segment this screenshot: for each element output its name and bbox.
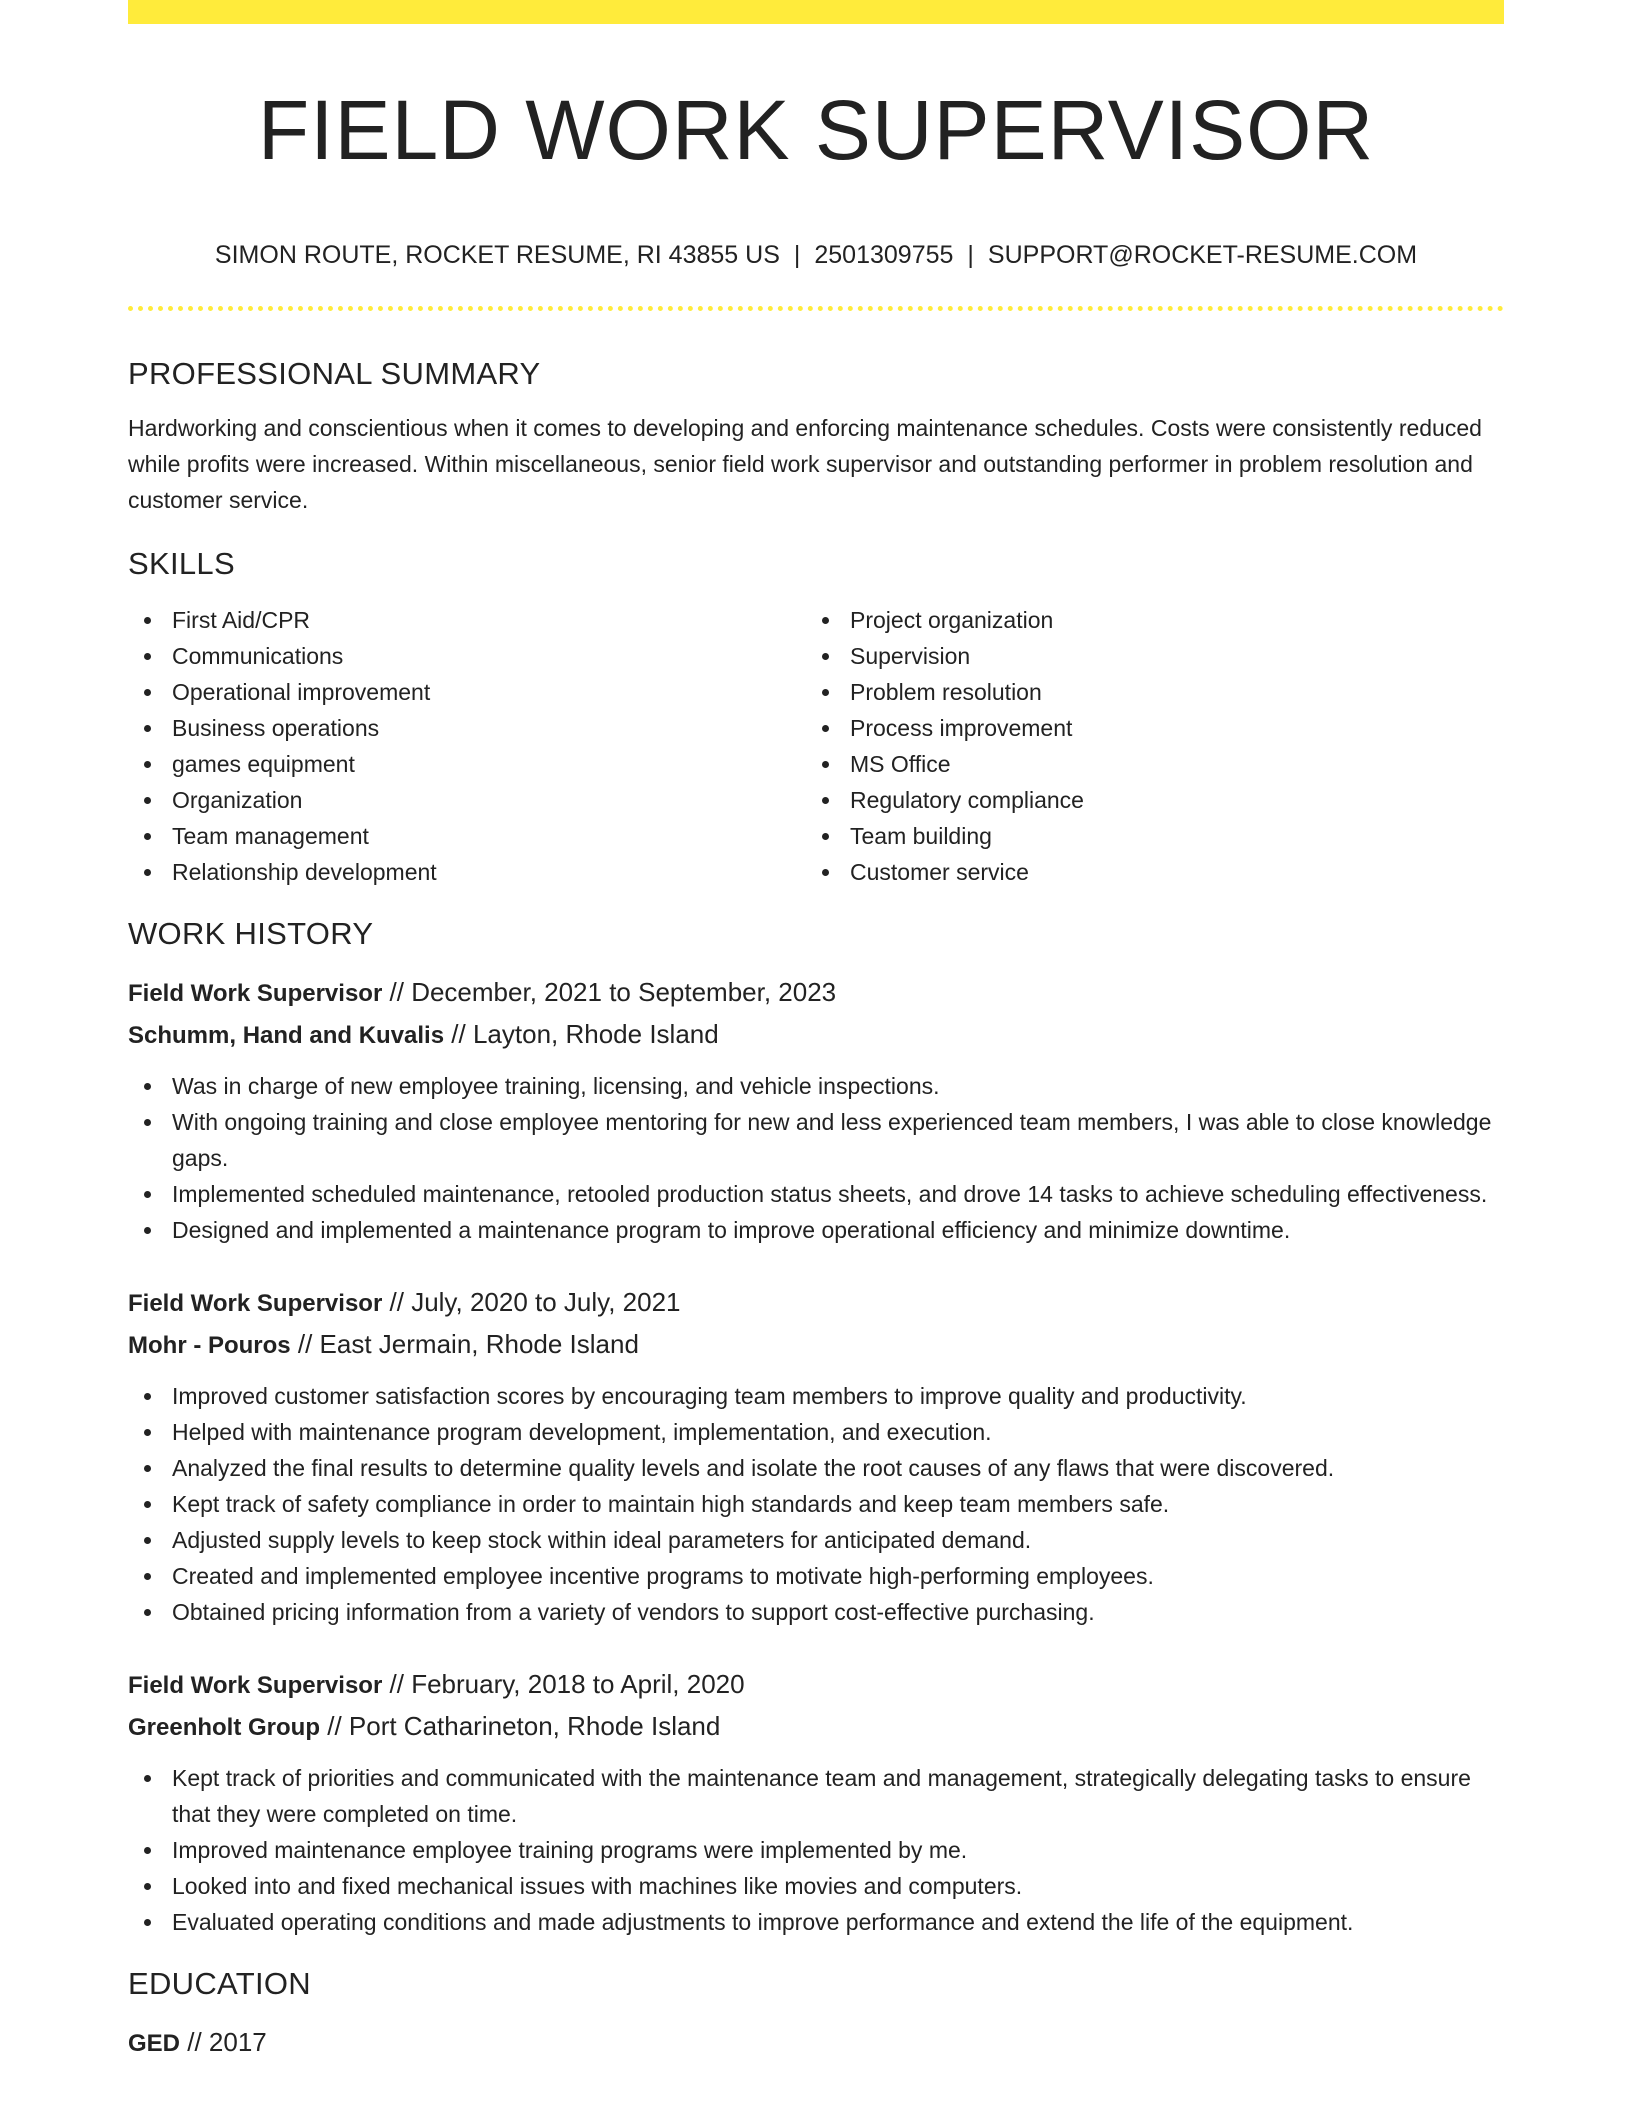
resume-body [128, 350, 1504, 2064]
skill-item: Process improvement [806, 710, 1484, 746]
job-title: Field Work Supervisor [128, 980, 383, 1007]
contact-line [128, 238, 1504, 272]
job-company: Schumm, Hand and Kuvalis [128, 1022, 445, 1049]
skills-heading: SKILLS [128, 546, 235, 581]
skill-item: Regulatory compliance [806, 782, 1484, 818]
skills-list [128, 602, 1504, 890]
job-bullet: Improved customer satisfaction scores by encouraging team members to improve quality and productivity. [128, 1378, 1504, 1414]
education-degree: GED [128, 2030, 181, 2057]
skill-item: Customer service [806, 854, 1484, 890]
skill-item: Communications [128, 638, 806, 674]
education-year: // 2017 [180, 2027, 267, 2057]
job-bullet: Kept track of safety compliance in order to maintain high standards and keep team members safe. [128, 1486, 1504, 1522]
job-company: Mohr - Pouros [128, 1332, 291, 1359]
job-bullet: Helped with maintenance program development, implementation, and execution. [128, 1414, 1504, 1450]
job-title-line [128, 972, 1504, 1014]
skill-item: games equipment [128, 746, 806, 782]
resume-title: FIELD WORK SUPERVISOR [257, 83, 1375, 177]
job-dates: // December, 2021 to September, 2023 [382, 977, 837, 1007]
skill-item: Team building [806, 818, 1484, 854]
dotted-divider [128, 306, 1504, 311]
job-dates: // July, 2020 to July, 2021 [382, 1287, 681, 1317]
job-dates: // February, 2018 to April, 2020 [382, 1669, 745, 1699]
job-bullet: Evaluated operating conditions and made adjustments to improve performance and extend the life of the equipment. [128, 1904, 1504, 1940]
job-bullet: Analyzed the final results to determine quality levels and isolate the root causes of any flaws that were discovered. [128, 1450, 1504, 1486]
job-title: Field Work Supervisor [128, 1290, 383, 1317]
education-heading: EDUCATION [128, 1966, 311, 2001]
job-entry [128, 972, 1504, 1248]
job-entry [128, 1664, 1504, 1940]
job-bullets [128, 1760, 1504, 1940]
job-bullet: Was in charge of new employee training, licensing, and vehicle inspections. [128, 1068, 1504, 1104]
skills-column-right [806, 602, 1484, 890]
skill-item: Relationship development [128, 854, 806, 890]
job-bullet: Looked into and fixed mechanical issues with machines like movies and computers. [128, 1868, 1504, 1904]
job-company-line [128, 1324, 1504, 1366]
job-title: Field Work Supervisor [128, 1672, 383, 1699]
job-company: Greenholt Group [128, 1714, 320, 1741]
job-company-line [128, 1706, 1504, 1748]
job-bullet: With ongoing training and close employee mentoring for new and less experienced team members, I was able to close knowledge gaps. [128, 1104, 1504, 1176]
skill-item: Problem resolution [806, 674, 1484, 710]
job-bullets [128, 1378, 1504, 1630]
skill-item: First Aid/CPR [128, 602, 806, 638]
job-bullet: Obtained pricing information from a variety of vendors to support cost-effective purchasing. [128, 1594, 1504, 1630]
job-bullet: Created and implemented employee incentive programs to motivate high-performing employees. [128, 1558, 1504, 1594]
skill-item: Organization [128, 782, 806, 818]
job-bullet: Kept track of priorities and communicated with the maintenance team and management, strategically delegating tasks to ensure that they were completed on time. [128, 1760, 1504, 1832]
job-location: // Port Catharineton, Rhode Island [320, 1711, 721, 1741]
job-bullets [128, 1068, 1504, 1248]
job-bullet: Designed and implemented a maintenance program to improve operational efficiency and minimize downtime. [128, 1212, 1504, 1248]
skill-item: MS Office [806, 746, 1484, 782]
skill-item: Business operations [128, 710, 806, 746]
job-bullet: Implemented scheduled maintenance, retooled production status sheets, and drove 14 tasks to achieve scheduling effectiveness. [128, 1176, 1504, 1212]
contact-separator: | [967, 241, 974, 269]
skill-item: Team management [128, 818, 806, 854]
job-title-line [128, 1664, 1504, 1706]
contact-separator: | [793, 241, 801, 269]
work-history-heading: WORK HISTORY [128, 916, 374, 951]
summary-text: Hardworking and conscientious when it comes to developing and enforcing maintenance schedules. Costs were consistently reduced while profits were increased. Within miscellaneous, senior field work supervisor and outstanding performer in problem resolution and customer service. [128, 415, 1482, 513]
skill-item: Operational improvement [128, 674, 806, 710]
job-title-line [128, 1282, 1504, 1324]
skill-item: Supervision [806, 638, 1484, 674]
job-entry [128, 1282, 1504, 1630]
job-location: // East Jermain, Rhode Island [290, 1329, 639, 1359]
skills-column-left [128, 602, 806, 890]
top-accent-bar [128, 0, 1504, 24]
job-bullet: Improved maintenance employee training programs were implemented by me. [128, 1832, 1504, 1868]
contact-email: SUPPORT@ROCKET-RESUME.COM [987, 241, 1418, 269]
contact-phone: 2501309755 [814, 241, 954, 269]
summary-heading: PROFESSIONAL SUMMARY [128, 356, 541, 391]
job-location: // Layton, Rhode Island [444, 1019, 719, 1049]
contact-address: SIMON ROUTE, ROCKET RESUME, RI 43855 US [214, 241, 780, 269]
education-entry [128, 2022, 1504, 2064]
skill-item: Project organization [806, 602, 1484, 638]
job-company-line [128, 1014, 1504, 1056]
job-bullet: Adjusted supply levels to keep stock within ideal parameters for anticipated demand. [128, 1522, 1504, 1558]
